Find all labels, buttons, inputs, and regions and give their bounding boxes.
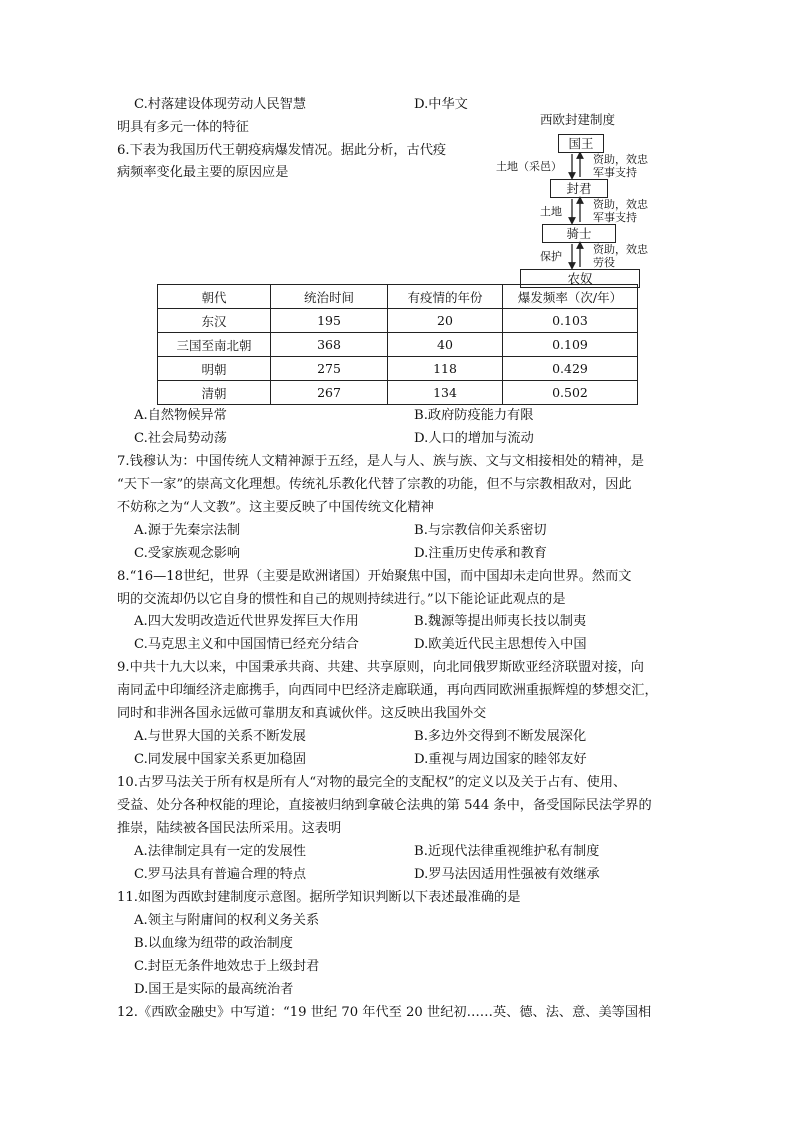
q6-stem-line-1: 6.下表为我国历代王朝疫病爆发情况。据此分析，古代疫 bbox=[117, 143, 447, 158]
table-header: 爆发频率（次/年） bbox=[503, 285, 638, 309]
table-row bbox=[158, 381, 638, 405]
diagram-right-label-1a: 资助，效忠 bbox=[593, 153, 648, 166]
table-row bbox=[158, 357, 638, 381]
q9-option-d: D.重视与周边国家的睦邻友好 bbox=[414, 752, 587, 767]
q7-stem-line-1: 7.钱穆认为：中国传统人文精神源于五经，是人与人、族与族、文与文相接相处的精神，是 bbox=[117, 454, 644, 469]
diagram-box-lord: 封君 bbox=[550, 179, 608, 198]
q9-option-b: B.多边外交得到不断发展深化 bbox=[414, 729, 587, 744]
q12-stem-line-1: 12.《西欧金融史》中写道：“19 世纪 70 年代至 20 世纪初……英、德、法、意、美等国相 bbox=[117, 1005, 652, 1020]
table-row bbox=[158, 333, 638, 357]
q9-option-c: C.同发展中国家关系更加稳固 bbox=[134, 752, 307, 767]
table-header: 朝代 bbox=[158, 285, 271, 309]
q7-stem-line-3: 不妨称之为“人文教”。这主要反映了中国传统文化精神 bbox=[117, 500, 434, 515]
table-cell: 0.103 bbox=[503, 309, 638, 333]
diagram-box-knight: 骑士 bbox=[542, 224, 616, 243]
table-cell: 0.502 bbox=[503, 381, 638, 405]
q11-option-c: C.封臣无条件地效忠于上级封君 bbox=[134, 959, 320, 974]
q11-option-a: A.领主与附庸间的权利义务关系 bbox=[134, 913, 320, 928]
diagram-right-label-3b: 劳役 bbox=[593, 256, 615, 269]
q9-option-a: A.与世界大国的关系不断发展 bbox=[134, 729, 306, 744]
table-cell: 40 bbox=[388, 333, 503, 357]
table-cell: 195 bbox=[271, 309, 388, 333]
diagram-box-serf: 农奴 bbox=[520, 269, 640, 288]
table-cell: 明朝 bbox=[158, 357, 271, 381]
table-cell: 134 bbox=[388, 381, 503, 405]
q10-stem-line-2: 受益、处分各种权能的理论，直接被归纳到拿破仑法典的第 544 条中，备受国际民法学界的 bbox=[117, 798, 652, 813]
q10-stem-line-3: 推崇，陆续被各国民法所采用。这表明 bbox=[117, 821, 342, 836]
q9-stem-line-3: 同时和非洲各国永远做可靠朋友和真诚伙伴。这反映出我国外交 bbox=[117, 706, 487, 721]
table-cell: 清朝 bbox=[158, 381, 271, 405]
q6-option-d: D.人口的增加与流动 bbox=[414, 431, 534, 446]
table-cell: 三国至南北朝 bbox=[158, 333, 271, 357]
diagram-left-label-1: 土地（采邑） bbox=[496, 160, 562, 173]
q11-stem-line-1: 11.如图为西欧封建制度示意图。据所学知识判断以下表述最准确的是 bbox=[117, 890, 521, 905]
table-header-row bbox=[158, 285, 638, 309]
q10-option-a: A.法律制定具有一定的发展性 bbox=[134, 844, 306, 859]
table-cell: 118 bbox=[388, 357, 503, 381]
q11-option-b: B.以血缘为纽带的政治制度 bbox=[134, 936, 293, 951]
table-cell: 275 bbox=[271, 357, 388, 381]
diagram-title: 西欧封建制度 bbox=[540, 112, 616, 127]
q7-option-a: A.源于先秦宗法制 bbox=[134, 523, 241, 538]
q6-option-a: A.自然物候异常 bbox=[134, 408, 227, 423]
q11-option-d: D.国王是实际的最高统治者 bbox=[134, 982, 294, 997]
table-cell: 0.109 bbox=[503, 333, 638, 357]
q10-stem-line-1: 10.古罗马法关于所有权是所有人“对物的最完全的支配权”的定义以及关于占有、使用、 bbox=[117, 775, 627, 790]
table-cell: 267 bbox=[271, 381, 388, 405]
diagram-right-label-3a: 资助，效忠 bbox=[593, 243, 648, 256]
q8-stem-line-2: 明的交流却仍以它自身的惯性和自己的规则持续进行。”以下能论证此观点的是 bbox=[117, 592, 566, 607]
table-row bbox=[158, 309, 638, 333]
q6-stem-line-2: 病频率变化最主要的原因应是 bbox=[117, 165, 289, 180]
table-cell: 东汉 bbox=[158, 309, 271, 333]
q7-stem-line-2: “天下一家”的崇高文化理想。传统礼乐教化代替了宗教的功能，但不与宗教相敌对，因此 bbox=[117, 477, 632, 492]
q10-option-b: B.近现代法律重视维护私有制度 bbox=[414, 844, 600, 859]
q6-option-b: B.政府防疫能力有限 bbox=[414, 408, 534, 423]
diagram-right-label-2b: 军事支持 bbox=[593, 211, 637, 224]
diagram-right-label-1b: 军事支持 bbox=[593, 166, 637, 179]
q9-stem-line-2: 南同孟中印缅经济走廊携手，向西同中巴经济走廊联通，再向西同欧洲重振辉煌的梦想交汇， bbox=[117, 683, 658, 698]
q9-stem-line-1: 9.中共十九大以来，中国秉承共商、共建、共享原则，向北同俄罗斯欧亚经济联盟对接，向 bbox=[117, 660, 644, 675]
table-cell: 20 bbox=[388, 309, 503, 333]
q8-option-b: B.魏源等提出师夷长技以制夷 bbox=[414, 614, 587, 629]
q5-option-c: C.村落建设体现劳动人民智慧 bbox=[134, 97, 307, 112]
diagram-left-label-2: 土地 bbox=[540, 205, 562, 218]
q10-option-c: C.罗马法具有普遍合理的特点 bbox=[134, 867, 307, 882]
diagram-left-label-3: 保护 bbox=[540, 250, 562, 263]
q6-option-c: C.社会局势动荡 bbox=[134, 431, 227, 446]
q8-option-c: C.马克思主义和中国国情已经充分结合 bbox=[134, 637, 359, 652]
q7-option-d: D.注重历史传承和教育 bbox=[414, 546, 547, 561]
table-cell: 368 bbox=[271, 333, 388, 357]
q5-option-d: D.中华文 bbox=[414, 97, 468, 112]
q8-option-a: A.四大发明改造近代世界发挥巨大作用 bbox=[134, 614, 359, 629]
q7-option-b: B.与宗教信仰关系密切 bbox=[414, 523, 547, 538]
plague-table bbox=[157, 284, 638, 405]
table-header: 统治时间 bbox=[271, 285, 388, 309]
table-header: 有疫情的年份 bbox=[388, 285, 503, 309]
q10-option-d: D.罗马法因适用性强被有效继承 bbox=[414, 867, 600, 882]
q8-stem-line-1: 8.“16—18世纪，世界（主要是欧洲诸国）开始聚焦中国，而中国却未走向世界。然而文 bbox=[117, 569, 632, 584]
q7-option-c: C.受家族观念影响 bbox=[134, 546, 241, 561]
q5-option-d-continued: 明具有多元一体的特征 bbox=[117, 120, 249, 135]
diagram-right-label-2a: 资助，效忠 bbox=[593, 198, 648, 211]
table-cell: 0.429 bbox=[503, 357, 638, 381]
diagram-box-king: 国王 bbox=[558, 134, 604, 153]
q8-option-d: D.欧美近代民主思想传入中国 bbox=[414, 637, 587, 652]
